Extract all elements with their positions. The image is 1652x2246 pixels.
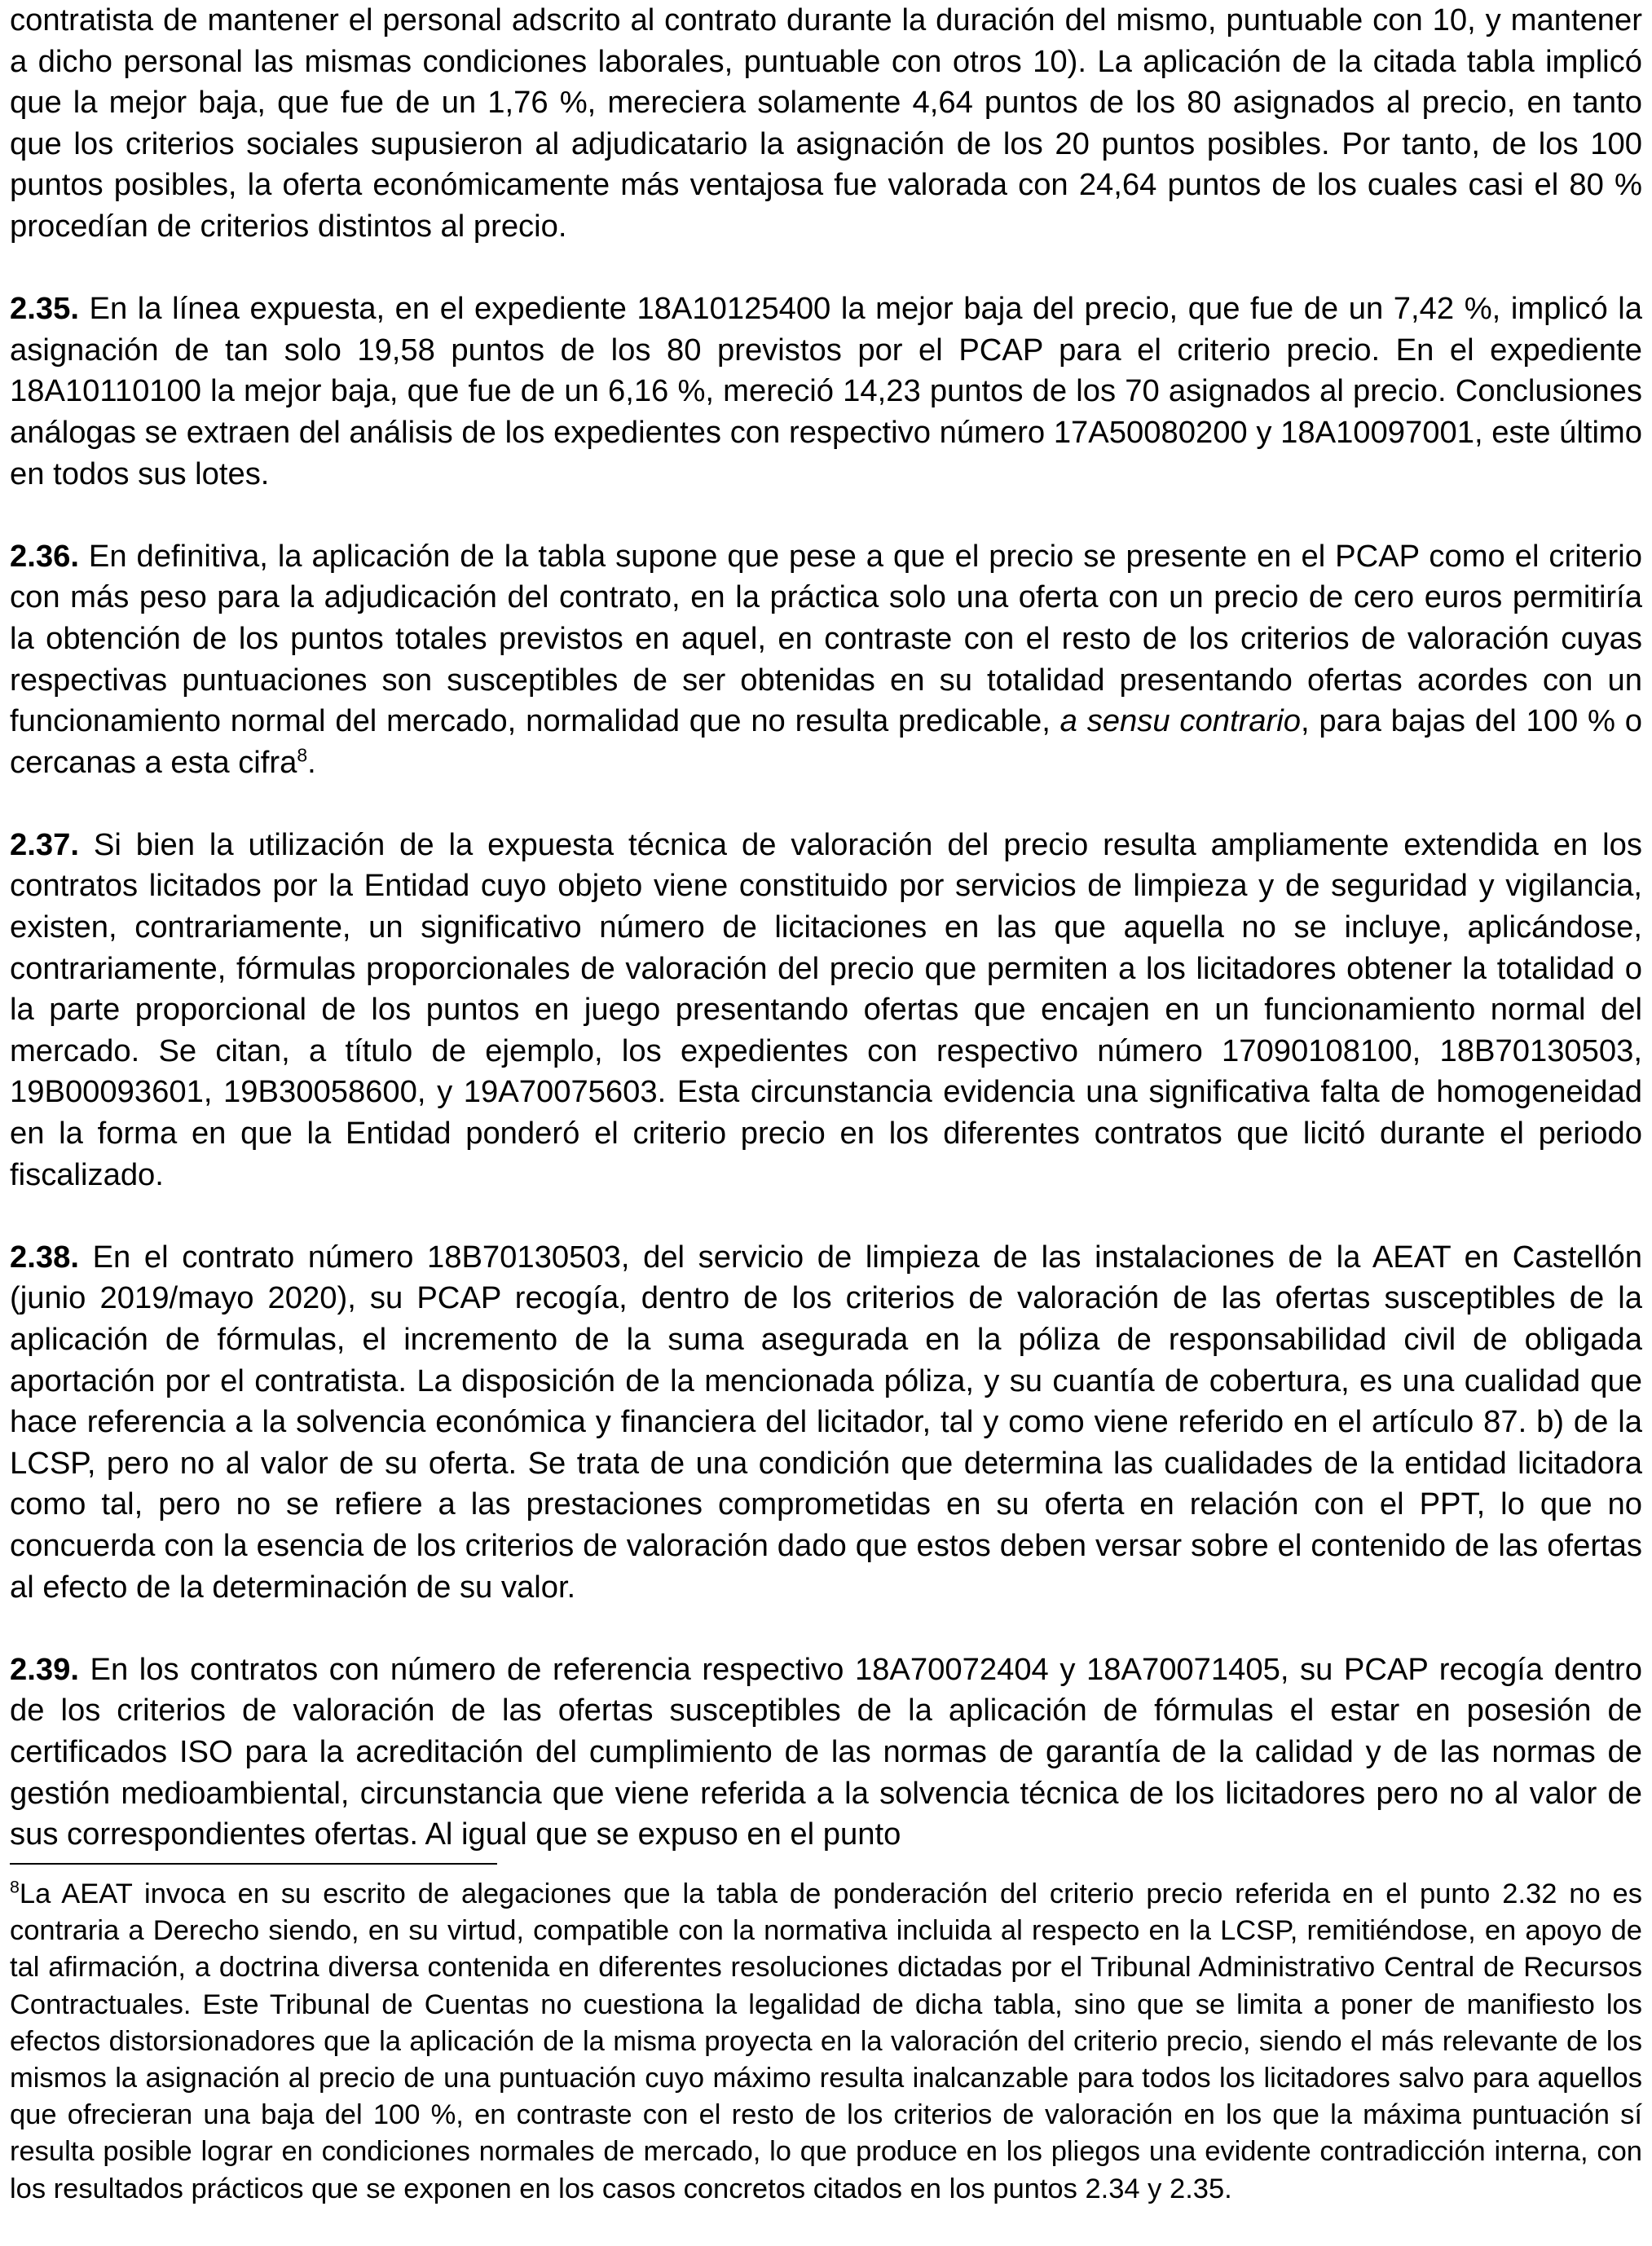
paragraph-number: 2.39. [10,1651,79,1687]
paragraph-number: 2.35. [10,291,79,327]
paragraph-text: En el contrato número 18B70130503, del servicio de limpieza de las instalaciones de la AEAT en Castellón (junio 2019/mayo 2020), su PCAP recogía, dentro de los criterios de valoración de las ofertas susceptibles de la aplicación de fórmulas, el incremento de la suma asegurada en la póliza de responsabilidad civil de obligada aportación por el contratista. La disposición de la mencionada póliza, y su cuantía de cobertura, es una cualidad que hace referencia a la solvencia económica y financiera del licitador, tal y como viene referido en el artículo 87. b) de la LCSP, pero no al valor de su oferta. Se trata de una condición que determina las cualidades de la entidad licitadora como tal, pero no se refiere a las prestaciones comprometidas en su oferta en relación con el PPT, lo que no concuerda con la esencia de los criterios de valoración dado que estos deben versar sobre el contenido de las ofertas al efecto de la determinación de su valor. [10,1239,1642,1605]
paragraph-number: 2.38. [10,1239,79,1275]
paragraph-2-35 [10,288,1642,495]
paragraph-2-37 [10,825,1642,1196]
footnote-separator [10,1863,497,1865]
footnote [10,1876,1642,2208]
italic-phrase: a sensu contrario [1059,703,1301,739]
footnote-reference[interactable]: 8 [297,743,308,765]
paragraph-2-39 [10,1649,1642,1856]
paragraph-end: . [307,744,316,780]
paragraph-text: En la línea expuesta, en el expediente 18A10125400 la mejor baja del precio, que fue de un 7,42 %, implicó la asignación de tan solo 19,58 puntos de los 80 previstos por el PCAP para el criterio precio. En el expediente 18A10110100 la mejor baja, que fue de un 6,16 %, mereció 14,23 puntos de los 70 asignados al precio. Conclusiones análogas se extraen del análisis de los expedientes con respectivo número 17A50080200 y 18A10097001, este último en todos sus lotes. [10,291,1642,491]
footnote-text: La AEAT invoca en su escrito de alegaciones que la tabla de ponderación del criterio precio referida en el punto 2.32 no es contraria a Derecho siendo, en su virtud, compatible con la normativa incluida al respecto en la LCSP, remitiéndose, en apoyo de tal afirmación, a doctrina diversa contenida en diferentes resoluciones dictadas por el Tribunal Administrativo Central de Recursos Contractuales. Este Tribunal de Cuentas no cuestiona la legalidad de dicha tabla, sino que se limita a poner de manifiesto los efectos distorsionadores que la aplicación de la misma proyecta en la valoración del criterio precio, siendo el más relevante de los mismos la asignación al precio de una puntuación cuyo máximo resulta inalcanzable para todos los licitadores salvo para aquellos que ofrecieran una baja del 100 %, en contraste con el resto de los criterios de valoración en los que la máxima puntuación sí resulta posible lograr en condiciones normales de mercado, lo que produce en los pliegos una evidente contradicción interna, con los resultados prácticos que se exponen en los casos concretos citados en los puntos 2.34 y 2.35. [10,1878,1642,2204]
paragraph-2-38 [10,1237,1642,1608]
paragraph-number: 2.36. [10,538,79,574]
paragraph-2-36 [10,536,1642,784]
paragraph-text-tail: , para bajas del 100 % o cercanas a esta cifra [10,703,1643,780]
paragraph-text: En los contratos con número de referencia respectivo 18A70072404 y 18A70071405, su PCAP recogía dentro de los criterios de valoración de las ofertas susceptibles de la aplicación de fórmulas el estar en posesión de certificados ISO para la acreditación del cumplimiento de las normas de garantía de la calidad y de las normas de gestión medioambiental, circunstancia que viene referida a la solvencia técnica de los licitadores pero no al valor de sus correspondientes ofertas. Al igual que se expuso en el punto [10,1651,1642,1852]
paragraph-number: 2.37. [10,826,79,862]
paragraph-2-34-continuation [10,0,1642,248]
paragraph-text: Si bien la utilización de la expuesta técnica de valoración del precio resulta ampliamente extendida en los contratos licitados por la Entidad cuyo objeto viene constituido por servicios de limpieza y de seguridad y vigilancia, existen, contrariamente, un significativo número de licitaciones en las que aquella no se incluye, aplicándose, contrariamente, fórmulas proporcionales de valoración del precio que permiten a los licitadores obtener la totalidad o la parte proporcional de los puntos en juego presentando ofertas que encajen en un funcionamiento normal del mercado. Se citan, a título de ejemplo, los expedientes con respectivo número 17090108100, 18B70130503, 19B00093601, 19B30058600, y 19A70075603. Esta circunstancia evidencia una significativa falta de homogeneidad en la forma en que la Entidad ponderó el criterio precio en los diferentes contratos que licitó durante el periodo fiscalizado. [10,826,1642,1192]
paragraph-text: En definitiva, la aplicación de la tabla supone que pese a que el precio se presente en el PCAP como el criterio con más peso para la adjudicación del contrato, en la práctica solo una oferta con un precio de cero euros permitiría la obtención de los puntos totales previstos en aquel, en contraste con el resto de los criterios de valoración cuyas respectivas puntuaciones son susceptibles de ser obtenidas en su totalidad presentando ofertas acordes con un funcionamiento normal del mercado, normalidad que no resulta predicable, [10,538,1642,739]
body-text [10,0,1642,1856]
footnote-number: 8 [10,1877,20,1897]
paragraph-text: contratista de mantener el personal adscrito al contrato durante la duración del mismo, puntuable con 10, y mantener a dicho personal las mismas condiciones laborales, puntuable con otros 10). La aplicación de la citada tabla implicó que la mejor baja, que fue de un 1,76 %, mereciera solamente 4,64 puntos de los 80 asignados al precio, en tanto que los criterios sociales supusieron al adjudicatario la asignación de los 20 puntos posibles. Por tanto, de los 100 puntos posibles, la oferta económicamente más ventajosa fue valorada con 24,64 puntos de los cuales casi el 80 % procedían de criterios distintos al precio. [10,2,1642,244]
